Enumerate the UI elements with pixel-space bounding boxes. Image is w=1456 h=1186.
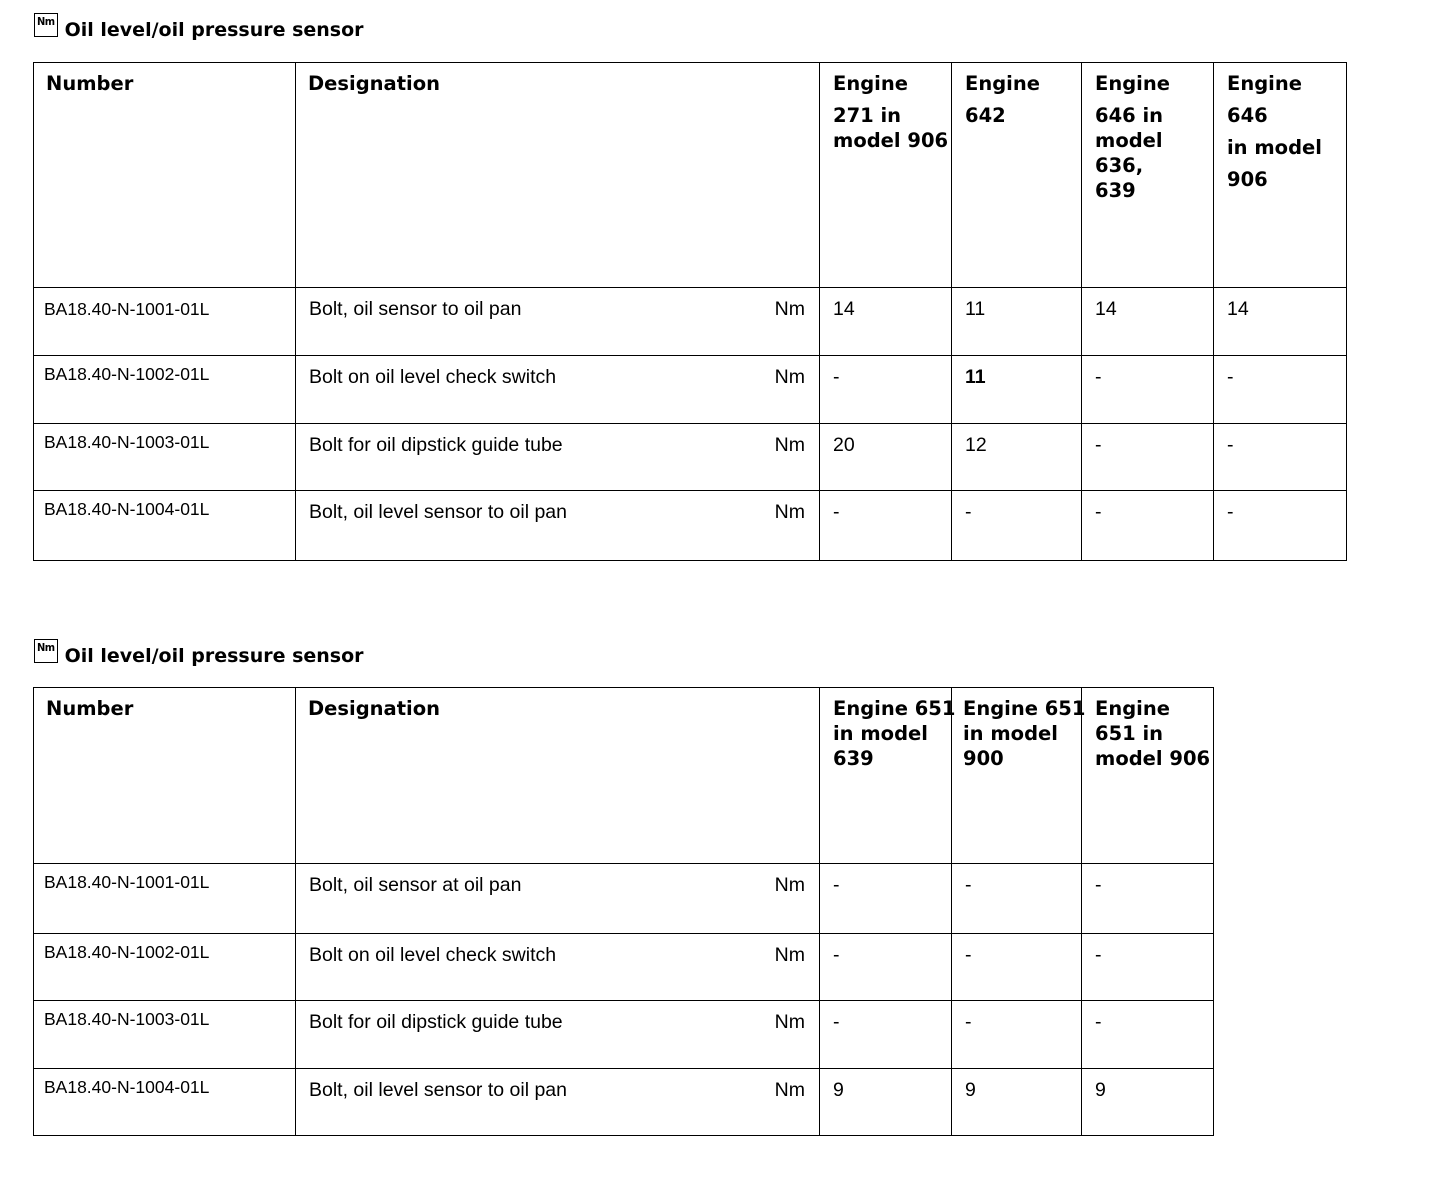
- value-cell: -: [952, 934, 1082, 1001]
- header-designation: Designation: [296, 688, 820, 864]
- table-header-row: [34, 688, 1214, 864]
- row-designation: Bolt for oil dipstick guide tube Nm: [296, 1001, 820, 1069]
- row-number: BA18.40-N-1002-01L: [34, 934, 296, 1001]
- value-cell: -: [820, 491, 952, 561]
- row-designation: Bolt for oil dipstick guide tube Nm: [296, 424, 820, 491]
- value-cell: -: [952, 864, 1082, 934]
- row-designation: Bolt, oil level sensor to oil pan Nm: [296, 1069, 820, 1136]
- table-row: [34, 356, 1347, 424]
- row-designation: Bolt on oil level check switch Nm: [296, 356, 820, 424]
- section-title-text: Oil level/oil pressure sensor: [64, 645, 364, 667]
- header-designation: Designation: [296, 63, 820, 288]
- row-number: BA18.40-N-1001-01L: [34, 864, 296, 934]
- value-cell: 14: [1082, 288, 1214, 356]
- unit-label: Nm: [774, 874, 805, 896]
- table-header-row: [34, 63, 1347, 288]
- row-number: BA18.40-N-1003-01L: [34, 1001, 296, 1069]
- value-cell: -: [820, 934, 952, 1001]
- value-cell: -: [820, 1001, 952, 1069]
- value-cell: -: [1082, 934, 1214, 1001]
- unit-label: Nm: [774, 434, 805, 456]
- unit-label: Nm: [774, 501, 805, 523]
- table-row: [34, 934, 1214, 1001]
- value-cell: 11: [952, 288, 1082, 356]
- value-cell: -: [820, 864, 952, 934]
- value-cell: -: [1082, 356, 1214, 424]
- torque-table-2: [33, 687, 1214, 1136]
- row-designation: Bolt, oil level sensor to oil pan Nm: [296, 491, 820, 561]
- header-number: Number: [34, 63, 296, 288]
- value-cell: 20: [820, 424, 952, 491]
- value-cell: -: [1214, 424, 1347, 491]
- table-row: [34, 1001, 1214, 1069]
- table-row: [34, 864, 1214, 934]
- value-cell: -: [1214, 491, 1347, 561]
- value-cell: -: [820, 356, 952, 424]
- value-cell: 9: [820, 1069, 952, 1136]
- value-cell: 9: [952, 1069, 1082, 1136]
- torque-table-1: [33, 62, 1347, 561]
- row-number: BA18.40-N-1003-01L: [34, 424, 296, 491]
- row-designation: Bolt, oil sensor to oil pan Nm: [296, 288, 820, 356]
- header-engine-646-906: Engine 646 in model 906: [1214, 63, 1347, 288]
- value-cell: 11: [952, 356, 1082, 424]
- unit-label: Nm: [774, 298, 805, 320]
- row-designation: Bolt, oil sensor at oil pan Nm: [296, 864, 820, 934]
- unit-label: Nm: [774, 1011, 805, 1033]
- value-cell: 14: [820, 288, 952, 356]
- torque-nm-icon: Nm: [34, 13, 58, 37]
- section-title-text: Oil level/oil pressure sensor: [64, 19, 364, 41]
- value-cell: 9: [1082, 1069, 1214, 1136]
- header-engine-651-900: Engine 651 in model 900: [952, 688, 1082, 864]
- unit-label: Nm: [774, 1079, 805, 1101]
- value-cell: 14: [1214, 288, 1347, 356]
- value-cell: -: [1082, 424, 1214, 491]
- table-row: [34, 1069, 1214, 1136]
- value-cell: -: [1214, 356, 1347, 424]
- value-cell: -: [1082, 1001, 1214, 1069]
- value-cell: -: [1082, 491, 1214, 561]
- value-cell: -: [952, 1001, 1082, 1069]
- table-row: [34, 491, 1347, 561]
- table-row: [34, 424, 1347, 491]
- section-title-1: [34, 16, 364, 44]
- unit-label: Nm: [774, 366, 805, 388]
- header-engine-642: Engine 642: [952, 63, 1082, 288]
- torque-nm-icon: Nm: [34, 639, 58, 663]
- unit-label: Nm: [774, 944, 805, 966]
- value-cell: 12: [952, 424, 1082, 491]
- header-engine-271: Engine 271 in model 906: [820, 63, 952, 288]
- section-title-2: [34, 642, 364, 670]
- header-number: Number: [34, 688, 296, 864]
- row-designation: Bolt on oil level check switch Nm: [296, 934, 820, 1001]
- table-row: [34, 288, 1347, 356]
- header-engine-646-636: Engine 646 in model 636, 639: [1082, 63, 1214, 288]
- row-number: BA18.40-N-1004-01L: [34, 1069, 296, 1136]
- row-number: BA18.40-N-1004-01L: [34, 491, 296, 561]
- row-number: BA18.40-N-1001-01L: [34, 288, 296, 356]
- header-engine-651-639: Engine 651 in model 639: [820, 688, 952, 864]
- header-engine-651-906: Engine 651 in model 906: [1082, 688, 1214, 864]
- value-cell: -: [1082, 864, 1214, 934]
- value-cell: -: [952, 491, 1082, 561]
- row-number: BA18.40-N-1002-01L: [34, 356, 296, 424]
